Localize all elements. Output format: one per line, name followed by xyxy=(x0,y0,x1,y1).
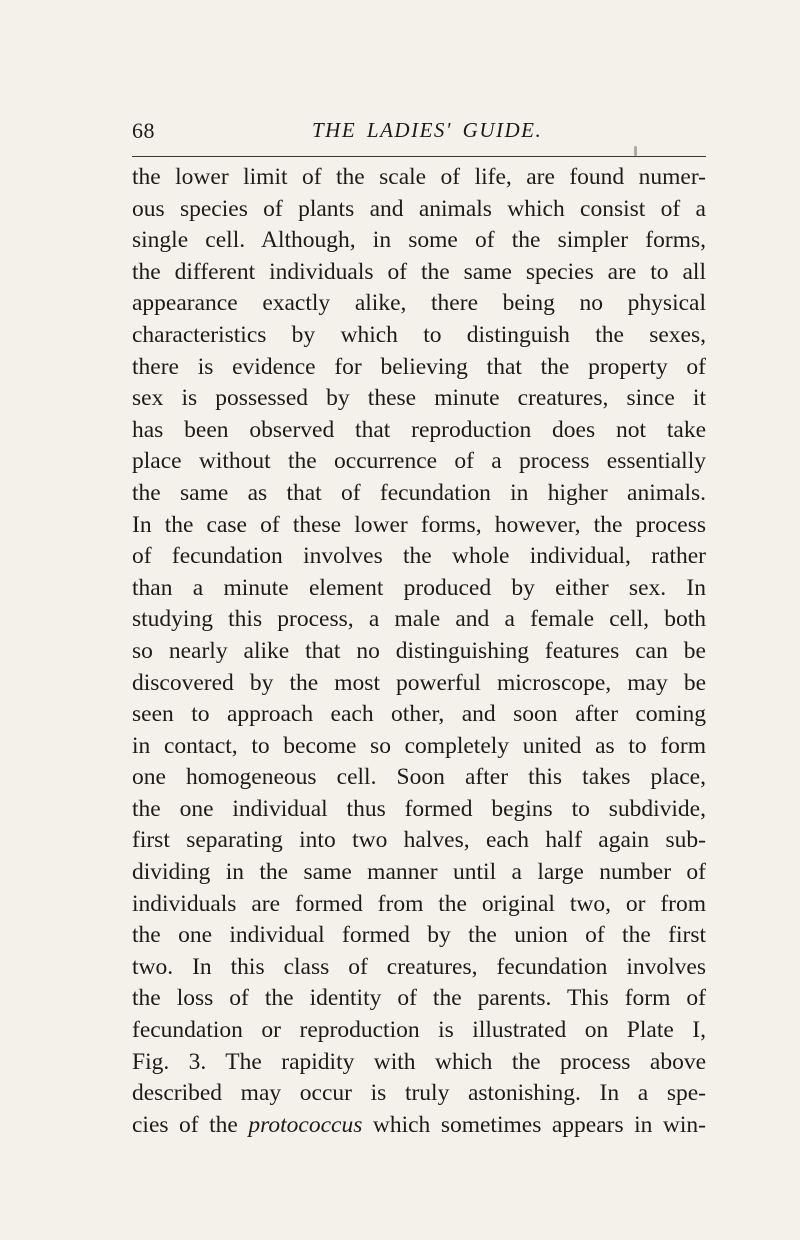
text-line: has been observed that reproduction does not take xyxy=(132,416,706,443)
text-line: described may occur is truly astonishing. In a spe- xyxy=(132,1080,706,1107)
text-line: In the case of these lower forms, however, the process xyxy=(132,511,706,538)
text-line: appearance exactly alike, there being no physical xyxy=(132,290,706,317)
text-line: than a minute element produced by either sex. In xyxy=(132,574,706,601)
text-line: studying this process, a male and a female cell, both xyxy=(132,606,706,633)
text-line: the same as that of fecundation in higher animals. xyxy=(132,479,706,506)
text-line: first separating into two halves, each half again sub- xyxy=(132,827,706,854)
species-name: protococcus xyxy=(248,1111,363,1138)
text-line: the lower limit of the scale of life, are found numer- xyxy=(132,164,706,190)
text-line: two. In this class of creatures, fecundation involves xyxy=(132,953,706,980)
text-line: the one individual thus formed begins to subdivide, xyxy=(132,795,706,822)
text-line: sex is possessed by these minute creatures, since it xyxy=(132,385,706,412)
text-line: Fig. 3. The rapidity with which the process above xyxy=(132,1048,706,1075)
text-line: there is evidence for believing that the property of xyxy=(132,353,706,380)
running-title: THE LADIES' GUIDE. xyxy=(312,118,543,142)
running-head xyxy=(132,118,706,148)
text-line: the one individual formed by the union of the first xyxy=(132,922,706,949)
text-line: seen to approach each other, and soon after coming xyxy=(132,701,706,728)
body-text xyxy=(132,162,706,1141)
text-line: of fecundation involves the whole individual, rather xyxy=(132,543,706,570)
text-line: dividing in the same manner until a large number of xyxy=(132,859,706,886)
text-line: one homogeneous cell. Soon after this takes place, xyxy=(132,764,706,791)
text-line: fecundation or reproduction is illustrated on Plate I, xyxy=(132,1017,706,1044)
text-line: place without the occurrence of a process essentially xyxy=(132,448,706,475)
header-rule xyxy=(132,156,706,157)
last-line-before: cies of the xyxy=(132,1111,238,1138)
last-line-after: which sometimes appears in win- xyxy=(372,1111,706,1138)
text-line: ous species of plants and animals which consist of a xyxy=(132,195,706,222)
text-line: the different individuals of the same species are to all xyxy=(132,258,706,285)
text-line: in contact, to become so completely united as to form xyxy=(132,732,706,759)
text-line: single cell. Although, in some of the simpler forms, xyxy=(132,227,706,254)
text-line: so nearly alike that no distinguishing features can be xyxy=(132,637,706,664)
text-line: discovered by the most powerful microscope, may be xyxy=(132,669,706,696)
page-number: 68 xyxy=(132,118,155,143)
text-line: individuals are formed from the original two, or from xyxy=(132,890,706,917)
ink-mark xyxy=(634,146,637,156)
text-line: characteristics by which to distinguish the sexes, xyxy=(132,321,706,348)
text-line: the loss of the identity of the parents. This form of xyxy=(132,985,706,1012)
text-line-last xyxy=(132,1110,706,1142)
